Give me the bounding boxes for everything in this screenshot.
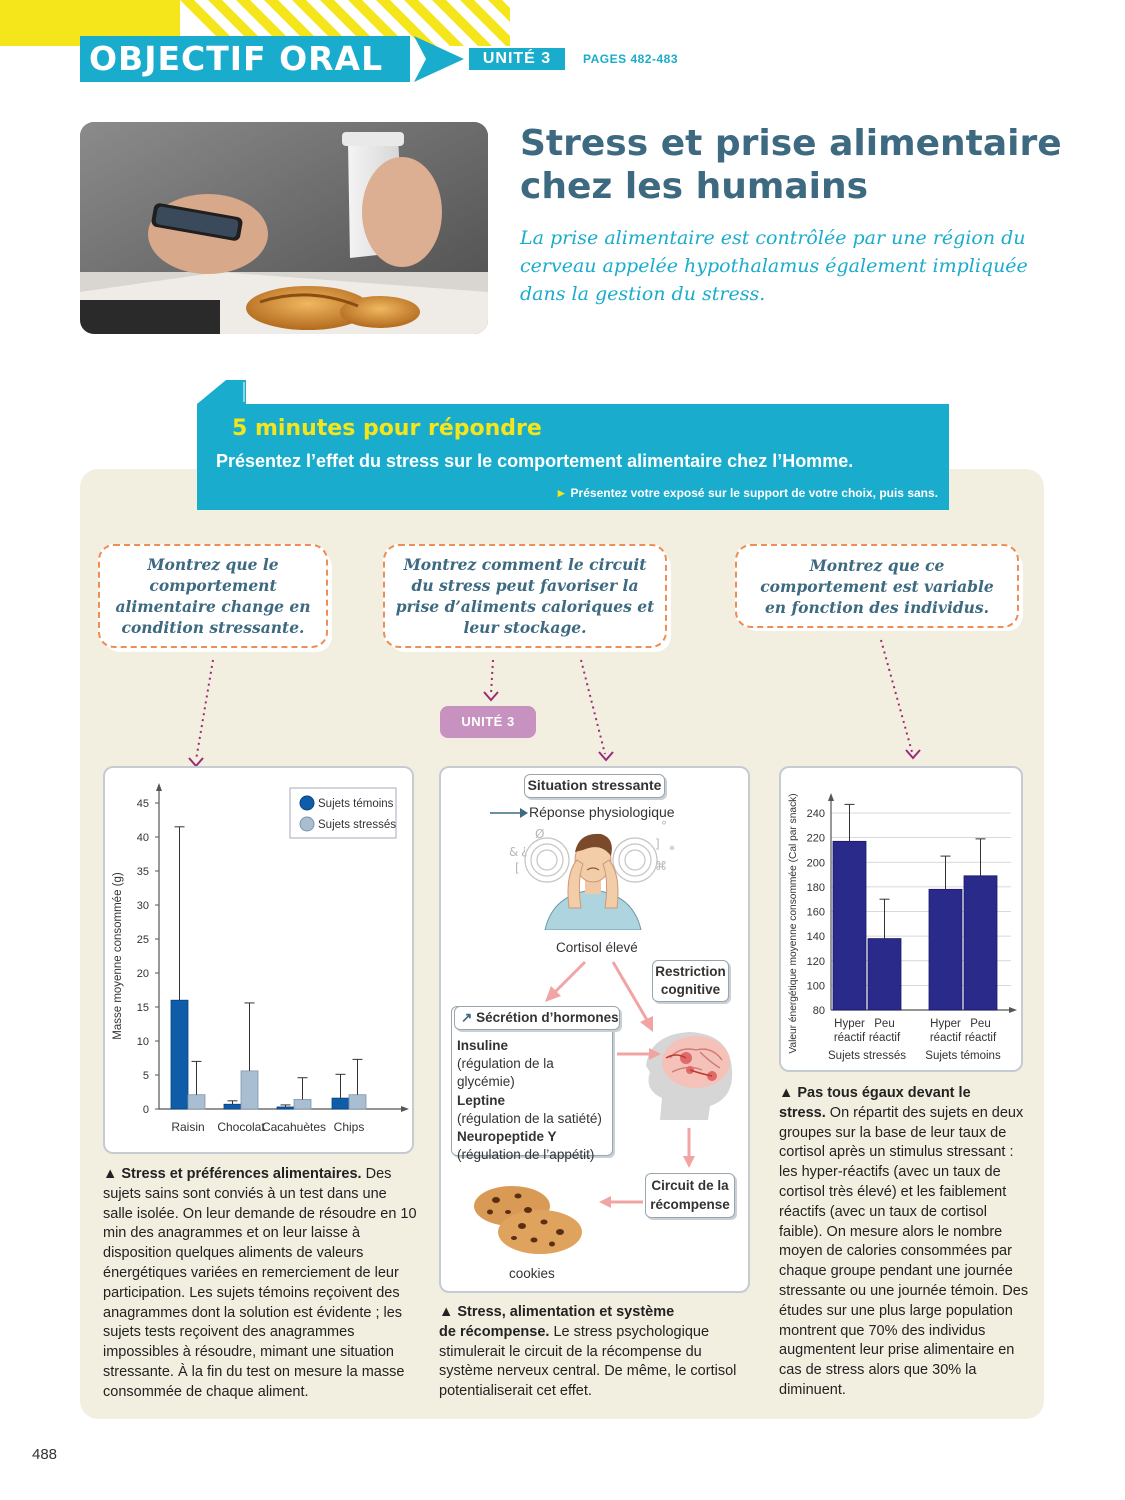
figure-3-caption xyxy=(779,1084,1029,1401)
svg-text:*: * xyxy=(669,843,675,857)
chart-food-preference xyxy=(103,766,414,1154)
figure-2-caption-title-2: de récompense. xyxy=(439,1323,550,1340)
x-category-label: Peu xyxy=(970,1018,991,1030)
figure-2-caption xyxy=(439,1303,759,1402)
circuit-line-2: récompense xyxy=(650,1197,730,1212)
x-category-label: Hyper xyxy=(930,1018,961,1030)
y-tick-label: 25 xyxy=(136,934,149,946)
y-tick-label: 140 xyxy=(806,931,825,944)
svg-text:&: & xyxy=(509,845,519,859)
unit-pill: UNITÉ 3 xyxy=(440,706,536,738)
bar-stresses xyxy=(349,1095,366,1109)
bar-temoins xyxy=(171,1000,188,1109)
x-category-label: réactif xyxy=(929,1032,962,1044)
pages-reference: PAGES 482-483 xyxy=(583,52,678,66)
hormone-2-name: Leptine xyxy=(457,1092,506,1108)
svg-text:°: ° xyxy=(661,820,667,833)
y-tick-label: 10 xyxy=(136,1036,149,1048)
figure-3-caption-title-1: ▲ Pas tous égaux devant le xyxy=(779,1085,971,1101)
figure-2-caption-body: Le stress psychologique stimulerait le circuit de la récompense du système nerveux central. De même, le cortisol potentialiserait cet effet. xyxy=(439,1323,737,1400)
restriction-line-2: cognitive xyxy=(660,982,721,997)
y-axis-arrow xyxy=(156,783,162,791)
y-axis-title: Masse moyenne consommée (g) xyxy=(112,872,124,1040)
x-category-label: réactif xyxy=(868,1032,901,1044)
bar-stresses xyxy=(294,1099,311,1109)
legend-marker xyxy=(300,796,314,810)
secretion-label: Sécrétion d’hormones xyxy=(476,1010,619,1025)
x-axis-arrow xyxy=(1009,1007,1017,1013)
bar-temoins xyxy=(332,1098,349,1109)
group-label: Sujets témoins xyxy=(925,1050,1001,1062)
bar-calories xyxy=(964,876,997,1010)
cookies-illustration xyxy=(468,1182,592,1260)
reward-circuit-box xyxy=(645,1173,735,1218)
legend-label: Sujets stressés xyxy=(318,819,396,831)
y-tick-label: 35 xyxy=(136,866,149,878)
group-label: Sujets stressés xyxy=(828,1050,906,1062)
hormone-2-role: (régulation de la satiété) xyxy=(457,1110,602,1126)
task-instruction-text: Présentez votre exposé sur le support de votre choix, puis sans. xyxy=(570,486,938,500)
page-number: 488 xyxy=(32,1446,58,1463)
legend-label: Sujets témoins xyxy=(318,798,394,810)
y-tick-label: 120 xyxy=(806,955,825,968)
bar-calories xyxy=(929,889,962,1010)
hormone-3-role: (régulation de l’appétit) xyxy=(457,1147,595,1163)
x-category-label: Raisin xyxy=(171,1120,205,1134)
prompt-bubble-1: Montrez que le comportement alimentaire change en condition stressante. xyxy=(98,544,328,648)
x-category-label: Hyper xyxy=(834,1018,865,1030)
intro-text: La prise alimentaire est contrôlée par une région du cerveau appelée hypothalamus également impliquée dans la gestion du stress. xyxy=(520,227,1028,305)
y-tick-label: 240 xyxy=(806,808,825,820)
y-tick-label: 5 xyxy=(142,1070,149,1082)
unit-badge: UNITÉ 3 xyxy=(469,48,565,70)
legend-marker xyxy=(300,817,314,831)
x-category-label: Chocolat xyxy=(217,1120,265,1134)
section-banner: OBJECTIF ORAL xyxy=(80,36,410,82)
cortisol-label: Cortisol élevé xyxy=(556,940,638,955)
bar-calories xyxy=(868,939,901,1010)
restriction-line-1: Restriction xyxy=(655,964,726,979)
task-heading: 5 minutes pour répondre xyxy=(232,416,542,441)
y-tick-label: 30 xyxy=(136,900,149,912)
arrow-up-right-icon: ↗ xyxy=(461,1010,473,1025)
y-axis-arrow xyxy=(828,793,834,801)
y-tick-label: 100 xyxy=(806,980,825,993)
y-tick-label: 45 xyxy=(136,798,149,810)
title-line-1: Stress et prise alimentaire xyxy=(520,123,1062,164)
y-tick-label: 40 xyxy=(136,832,149,844)
circuit-line-1: Circuit de la xyxy=(651,1178,729,1193)
y-tick-label: 200 xyxy=(806,857,825,870)
bar-calories xyxy=(833,841,866,1010)
y-axis-title: Valeur énergétique moyenne consommée (Cal par snack) xyxy=(788,793,799,1054)
bar-temoins xyxy=(224,1104,241,1109)
figure-3-caption-title-2: stress. xyxy=(779,1104,826,1121)
y-tick-label: 220 xyxy=(806,832,825,845)
prompt-bubble-3: Montrez que ce comportement est variable en fonction des individus. xyxy=(735,544,1019,628)
cookies-label: cookies xyxy=(509,1266,555,1281)
task-question: Présentez l’effet du stress sur le comportement alimentaire chez l’Homme. xyxy=(216,451,854,471)
figure-1-caption-title: ▲ Stress et préférences alimentaires. xyxy=(103,1166,362,1182)
svg-text:]: ] xyxy=(655,837,660,851)
stress-situation-box: Situation stressante xyxy=(524,774,665,798)
figure-2-caption-title-1: ▲ Stress, alimentation et système xyxy=(439,1304,675,1320)
hormone-3-name: Neuropeptide Y xyxy=(457,1129,557,1145)
y-tick-label: 15 xyxy=(136,1002,149,1014)
y-tick-label: 180 xyxy=(806,881,825,894)
physio-response-label: Réponse physiologique xyxy=(529,804,675,820)
triangle-icon: ► xyxy=(555,486,568,500)
x-category-label: Peu xyxy=(874,1018,895,1030)
prompt-bubble-2: Montrez comment le circuit du stress peut favoriser la prise d’aliments caloriques et leur stockage. xyxy=(383,544,667,648)
y-tick-label: 160 xyxy=(806,906,825,919)
svg-text:⌘: ⌘ xyxy=(655,859,667,873)
figure-1-caption xyxy=(103,1165,418,1403)
svg-text:Ø: Ø xyxy=(535,827,545,841)
x-category-label: Cacahuètes xyxy=(261,1120,327,1134)
svg-text:[: [ xyxy=(515,861,520,875)
x-category-label: réactif xyxy=(833,1032,866,1044)
hormone-1-name: Insuline xyxy=(457,1038,509,1053)
hormone-1-role: (régulation de la glycémie) xyxy=(457,1056,554,1090)
figure-1-caption-body: Des sujets sains sont conviés à un test dans une salle isolée. On leur demande de résoudre en 10 min des anagrammes et on leur laisse à disposition quelques aliments de valeurs énergétiques variées en remerciement de leur participation. Les sujets témoins reçoivent des anagrammes dont la solution est évidente ; les sujets tests reçoivent des anagrammes impossibles à résoudre, mimant une situation stressante. À la fin du test on mesure la masse consommée de chaque aliment. xyxy=(103,1166,417,1400)
chart-calories-reactivity xyxy=(779,766,1023,1072)
figure-3-caption-body: On répartit des sujets en deux groupes sur la base de leur taux de cortisol après un stimulus stressant : les hyper-réactifs (avec un taux de cortisol très élevé) et les faiblement réactifs (avec un taux de cortisol faible). On mesure alors le nombre moyen de calories consommées par chaque groupe pendant une journée stressante ou une journée témoin. Des études sur une plus large population montrent que 70% des individus augmentent leur prise alimentaire en cas de stress alors que 30% la diminuent. xyxy=(779,1104,1029,1398)
bar-temoins xyxy=(277,1107,294,1109)
title-line-2: chez les humains xyxy=(520,166,869,207)
bar-stresses xyxy=(188,1095,205,1109)
svg-text:¿: ¿ xyxy=(521,843,528,857)
x-category-label: réactif xyxy=(964,1032,997,1044)
bar-stresses xyxy=(241,1071,258,1109)
x-category-label: Chips xyxy=(333,1120,365,1134)
y-tick-label: 80 xyxy=(812,1005,825,1017)
x-axis-arrow xyxy=(401,1106,409,1112)
y-tick-label: 20 xyxy=(136,968,149,980)
y-tick-label: 0 xyxy=(142,1104,149,1116)
